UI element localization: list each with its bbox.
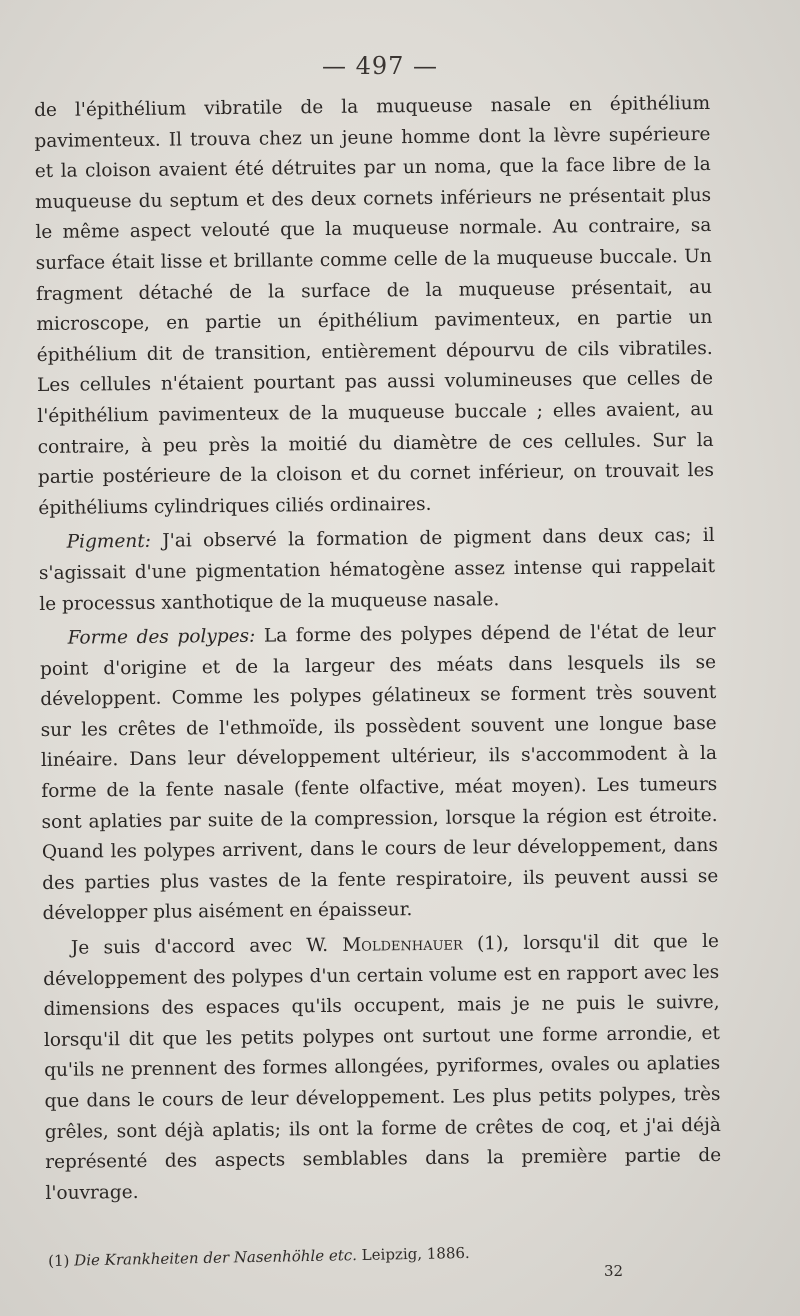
paragraph-forme-des-polypes (40, 617, 719, 930)
page-number: — 497 — (321, 52, 439, 80)
paragraph-pigment-text: J'ai observé la formation de pigment dans deux cas; il s'agissait d'une pigmentation hématogène assez intense qui rappelait le processus xanthotique de la muqueuse nasale. (38, 525, 716, 615)
section-label-pigment: Pigment: (66, 531, 152, 553)
footnote-rest: Leipzig, 1886. (356, 1243, 470, 1265)
paragraph-moldenhauer-after: (1), lorsqu'il dit que le développement des polypes d'un certain volume est en rapport avec les dimensions des espaces qu'ils occupent, mais je ne puis le suivre, lorsqu'il dit que les petits polypes ont surtout une forme arrondie, et qu'ils ne prennent des formes allongées, pyriformes, ovales ou aplaties que dans le cours de leur développement. Les plus petits polypes, très grêles, sont déjà aplatis; ils ont la forme de crêtes de coq, et j'ai déjà représenté des aspects semblables dans la première partie de l'ouvrage. (43, 930, 722, 1204)
paragraph-forme-text: La forme des polypes dépend de l'état de leur point d'origine et de la largeur des méats dans lesquels ils se développent. Comme les polypes gélatineux se forment très souvent sur les crêtes de l'ethmoïde, ils possèdent souvent une longue base linéaire. Dans leur développement ultérieur, ils s'accommodent à la forme de la fente nasale (fente olfactive, méat moyen). Les tumeurs sont aplaties par suite de la compression, lorsque la région est étroite. Quand les polypes arrivent, dans le cours de leur développement, dans des parties plus vastes de la fente respiratoire, ils peuvent aussi se développer plus aisément en épaisseur. (39, 620, 719, 925)
section-label-forme-des-polypes: Forme des polypes: (67, 625, 256, 649)
paragraph-pigment (39, 521, 716, 620)
footnote-title: Die Krankheiten der Nasenhöhle etc. (74, 1246, 358, 1270)
paragraph-moldenhauer (43, 927, 722, 1209)
page-body (34, 89, 722, 1213)
paragraph-moldenhauer-before: Je suis d'accord avec W. (70, 934, 343, 959)
sheet-number: 32 (604, 1262, 624, 1280)
footnote-marker: (1) (48, 1251, 70, 1270)
author-name: Moldenhauer (342, 933, 463, 956)
footnote (48, 1244, 470, 1270)
paragraph-epithelium: de l'épithélium vibratile de la muqueuse nasale en épithélium pavimenteux. Il trouva chez un jeune homme dont la lèvre supérieure et la cloison avaient été détruites par un noma, que la face libre de la muqueuse du septum et des deux cornets inférieurs ne présentait plus le même aspect velouté que la muqueuse normale. Au contraire, sa surface était lisse et brillante comme celle de la muqueuse buccale. Un fragment détaché de la surface de la muqueuse présentait, au microscope, en partie un épithélium pavimenteux, en partie un épithélium dit de transition, entièrement dépourvu de cils vibratiles. Les cellules n'étaient pourtant pas aussi volumineuses que celles de l'épithélium pavimenteux de la muqueuse buccale ; elles avaient, au contraire, à peu près la moitié du diamètre de ces cellules. Sur la partie postérieure de la cloison et du cornet inférieur, on trouvait les épithéliums cylindriques ciliés ordinaires. (34, 92, 715, 519)
